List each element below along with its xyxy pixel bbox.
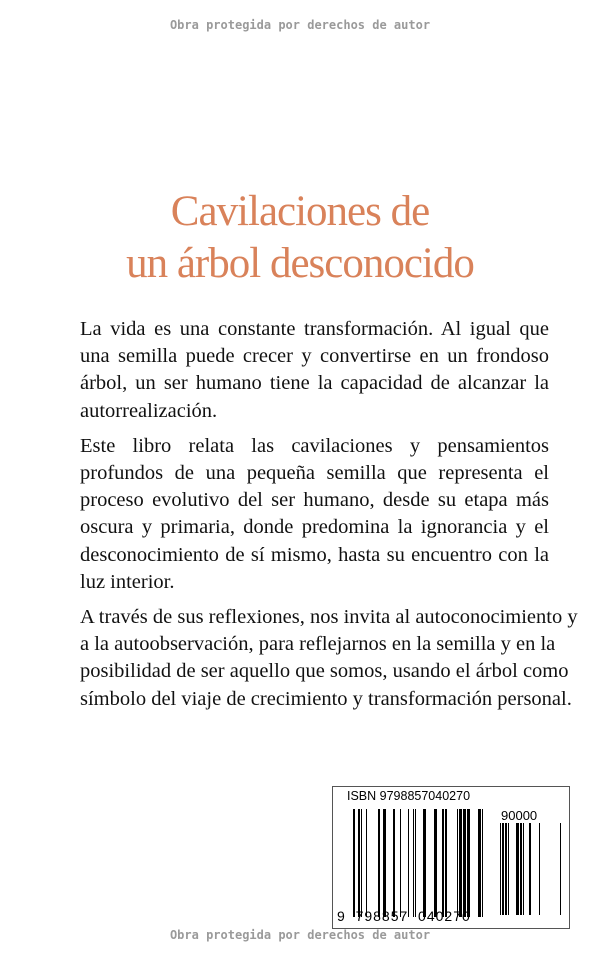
text-line: símbolo del viaje de crecimiento y transformación personal. (80, 687, 572, 710)
barcode-bar (529, 823, 531, 915)
barcode-bar (520, 823, 522, 915)
price-addon-code: 90000 (501, 808, 538, 823)
paragraph (80, 604, 578, 713)
text-line: oscura y primaria, donde predomina la ignorancia y el (80, 516, 549, 539)
barcode-bar (393, 809, 395, 917)
barcode-bar (463, 809, 466, 917)
barcode-bar (408, 809, 409, 917)
barcode-bar (361, 809, 362, 917)
barcode-bar (539, 823, 540, 915)
text-line: autorrealización. (80, 399, 218, 422)
barcode-bar (434, 809, 437, 917)
isbn-label: ISBN 9798857040270 (347, 789, 471, 803)
text-line: Este libro relata las cavilaciones y pensamientos (80, 434, 549, 457)
text-line: profundos de una pequeña semilla que representa el (80, 462, 549, 485)
barcode-bar (505, 823, 507, 915)
text-line: a la autoobservación, para reflejarnos en la semilla y en la (80, 633, 556, 656)
text-line: A través de sus reflexiones, nos invita al autoconocimiento y (80, 606, 578, 629)
barcode-bar (415, 809, 416, 917)
text-line: árbol, un ser humano tiene la capacidad de alcanzar la (80, 372, 549, 395)
text-line: luz interior. (80, 570, 175, 593)
barcode-bar (442, 809, 444, 917)
barcode-digits: 9 798857 040270 (337, 908, 471, 924)
paragraph (80, 316, 549, 425)
copyright-watermark-top: Obra protegida por derechos de autor (169, 18, 431, 32)
barcode-bar (478, 809, 481, 917)
barcode-bar (500, 823, 501, 915)
copyright-watermark-bottom: Obra protegida por derechos de autor (169, 928, 431, 942)
text-line: posibilidad de ser aquello que somos, usando el árbol como (80, 660, 569, 683)
title-line: un árbol desconocido (126, 240, 474, 287)
barcode-bar (383, 809, 386, 917)
barcode-bar (366, 809, 367, 917)
text-line: desconocimiento de sí mismo, hasta su encuentro con la (80, 543, 549, 566)
barcode-bar (353, 809, 355, 917)
barcode-bar (378, 809, 380, 917)
text-line: La vida es una constante transformación. Al igual que (80, 318, 549, 340)
barcode-bar (445, 809, 447, 917)
barcode-bar (467, 809, 470, 917)
barcode-bar (423, 809, 426, 917)
barcode-bar (523, 823, 524, 915)
barcode-bar (482, 809, 483, 917)
barcode-bar (502, 823, 504, 915)
barcode-bar (457, 809, 458, 917)
isbn-barcode (332, 786, 570, 929)
barcode-bar (508, 823, 509, 915)
barcode-bar (516, 823, 519, 915)
title-line: Cavilaciones de (170, 188, 430, 235)
book-title (0, 186, 600, 290)
barcode-bar (400, 809, 401, 917)
barcode-bar (459, 809, 462, 917)
barcode-bar (413, 809, 414, 917)
barcode-bar (560, 823, 561, 915)
text-line: proceso evolutivo del ser humano, desde su etapa más (80, 489, 549, 512)
text-line: una semilla puede crecer y convertirse en un frondoso (80, 345, 549, 368)
blurb (80, 316, 578, 721)
paragraph (80, 433, 549, 596)
barcode-bar (358, 809, 360, 917)
